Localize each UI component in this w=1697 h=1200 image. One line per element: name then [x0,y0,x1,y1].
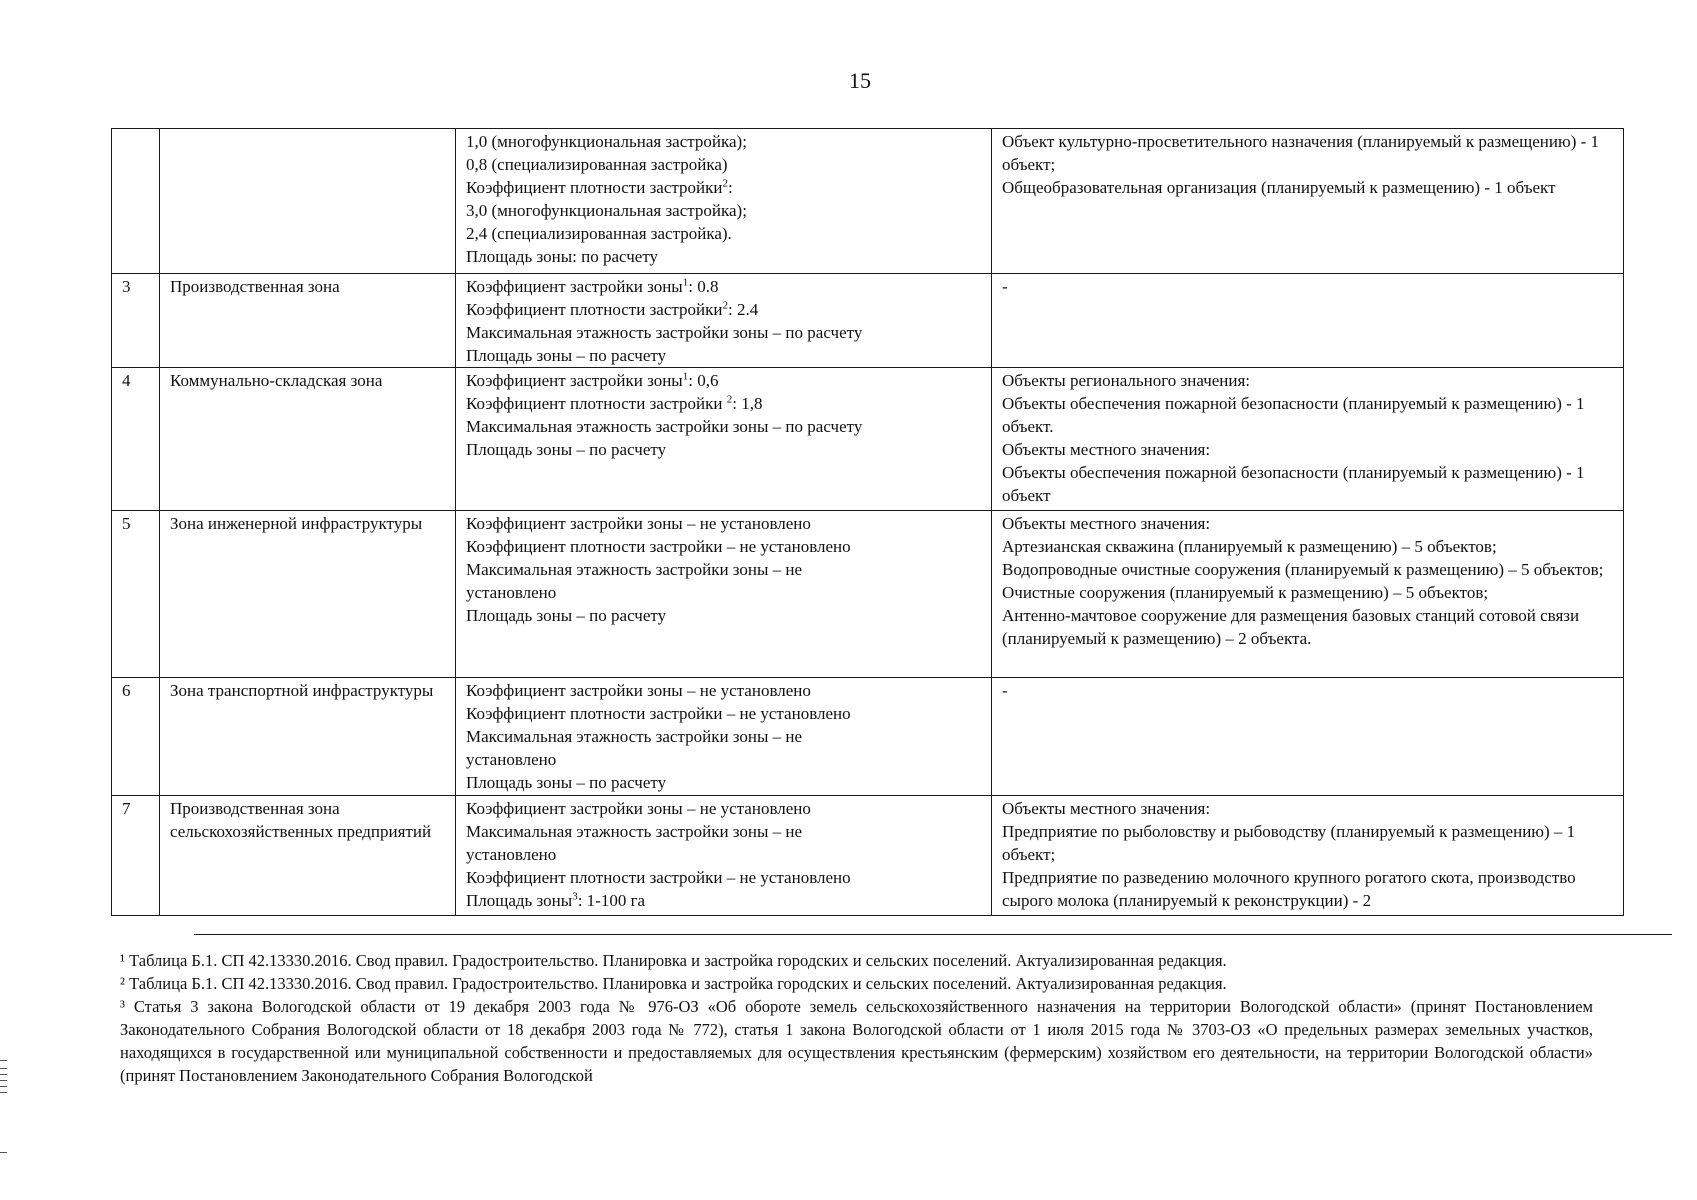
row-number-cell: 3 [112,274,160,368]
object-line: Объекты обеспечения пожарной безопасности (планируемый к размещению) - 1 объект [1002,463,1585,505]
parameter-line: Максимальная этажность застройки зоны – не установлено [466,822,803,864]
parameter-line: Коэффициент плотности застройки – не установлено [466,704,851,723]
object-line: Объекты регионального значения: [1002,371,1251,390]
zone-name-cell: Зона инженерной инфраструктуры [160,511,456,678]
parameter-line: Коэффициент застройки зоны – не установлено [466,799,811,818]
zone-name-cell: Производственная зона сельскохозяйственных предприятий [160,796,456,916]
object-line: Антенно-мачтовое сооружение для размещения базовых станций сотовой связи (планируемый к размещению) – 2 объекта. [1002,606,1580,648]
table-row [112,368,1624,511]
parameter-line: Максимальная этажность застройки зоны – по расчету [466,417,863,436]
objects-cell [992,796,1624,916]
row-number-cell: 5 [112,511,160,678]
object-line: Общеобразовательная организация (планируемый к размещению) - 1 объект [1002,178,1556,197]
parameter-line: Коэффициент плотности застройки$^2$: [466,177,733,197]
parameters-cell [456,129,992,274]
footnote-2: ² Таблица Б.1. СП 42.13330.2016. Свод правил. Градостроительство. Планировка и застройка городских и сельских поселений. Актуализированная редакция. [120,974,1227,993]
row-number-cell: 7 [112,796,160,916]
object-line: Очистные сооружения (планируемый к размещению) – 5 объектов; [1002,583,1489,602]
objects-cell [992,129,1624,274]
parameter-line: 0,8 (специализированная застройка) [466,155,728,174]
parameters-cell [456,511,992,678]
object-line: Предприятие по рыболовству и рыбоводству (планируемый к размещению) – 1 объект; [1002,822,1576,864]
parameters-cell [456,796,992,916]
objects-cell [992,368,1624,511]
object-line: Объект культурно-просветительного назначения (планируемый к размещению) - 1 объект; [1002,132,1600,174]
object-line: Объекты местного значения: [1002,514,1211,533]
object-line: Объекты местного значения: [1002,440,1211,459]
object-line: Объекты обеспечения пожарной безопасности (планируемый к размещению) - 1 объект. [1002,394,1585,436]
parameter-line: Коэффициент застройки зоны – не установлено [466,681,811,700]
objects-cell [992,511,1624,678]
parameters-cell [456,274,992,368]
parameters-cell [456,368,992,511]
parameter-line: Площадь зоны – по расчету [466,346,667,365]
zone-name-cell [160,129,456,274]
parameter-line: Площадь зоны – по расчету [466,773,667,792]
parameter-line: 1,0 (многофункциональная застройка); [466,132,747,151]
parameter-line: Максимальная этажность застройки зоны – по расчету [466,323,863,342]
page-number: 15 [849,68,871,93]
zone-name-cell: Зона транспортной инфраструктуры [160,678,456,796]
objects-cell [992,274,1624,368]
row-number-cell: 6 [112,678,160,796]
object-line: Водопроводные очистные сооружения (планируемый к размещению) – 5 объектов; [1002,560,1604,579]
parameter-line: Коэффициент плотности застройки – не установлено [466,868,851,887]
parameter-line: 2,4 (специализированная застройка). [466,224,732,243]
parameter-line: Максимальная этажность застройки зоны – не установлено [466,560,803,602]
table-row [112,129,1624,274]
parameter-line: Площадь зоны – по расчету [466,440,667,459]
zone-name-cell: Коммунально-складская зона [160,368,456,511]
row-number-cell: 4 [112,368,160,511]
parameter-line: 3,0 (многофункциональная застройка); [466,201,747,220]
footnotes [120,949,1593,1087]
object-line: - [1002,277,1008,296]
row-number-cell [112,129,160,274]
table-row [112,274,1624,368]
footnote-divider [194,934,1672,935]
objects-cell [992,678,1624,796]
table-row [112,796,1624,916]
parameter-line: Коэффициент плотности застройки $^2$: 1,8 [466,393,763,413]
object-line: Объекты местного значения: [1002,799,1211,818]
parameters-cell [456,678,992,796]
parameter-line: Коэффициент плотности застройки$^2$: 2.4 [466,299,759,319]
parameter-line: Коэффициент застройки зоны$^1$: 0.8 [466,276,719,296]
object-line: - [1002,681,1008,700]
parameter-line: Коэффициент застройки зоны$^1$: 0,6 [466,370,719,390]
parameter-line: Площадь зоны$^3$: 1-100 га [466,890,646,910]
parameter-line: Максимальная этажность застройки зоны – не установлено [466,727,803,769]
footnote-3: ³ Статья 3 закона Вологодской области от 19 декабря 2003 года № 976-ОЗ «Об обороте земель сельскохозяйственного назначения на территории Вологодской области» (принят Постановлением Законодательного Собрания Вологодской области от 18 декабря 2003 года № 772), статья 1 закона Вологодской области от 1 июля 2015 года № 3703-ОЗ «О предельных размерах земельных участков, находящихся в государственной или муниципальной собственности и предоставляемых для осуществления крестьянским (фермерским) хозяйством его деятельности, на территории Вологодской области» (принят Постановлением Законодательного Собрания Вологодской [120,997,1593,1085]
parameter-line: Площадь зоны: по расчету [466,247,659,266]
footnote-1: ¹ Таблица Б.1. СП 42.13330.2016. Свод правил. Градостроительство. Планировка и застройка городских и сельских поселений. Актуализированная редакция. [120,951,1227,970]
zone-name-cell: Производственная зона [160,274,456,368]
parameter-line: Коэффициент застройки зоны – не установлено [466,514,811,533]
zones-table [111,128,1624,916]
parameter-line: Площадь зоны – по расчету [466,606,667,625]
parameter-line: Коэффициент плотности застройки – не установлено [466,537,851,556]
table-row [112,511,1624,678]
object-line: Артезианская скважина (планируемый к размещению) – 5 объектов; [1002,537,1497,556]
table-row [112,678,1624,796]
margin-marks [0,1060,8,1160]
object-line: Предприятие по разведению молочного крупного рогатого скота, производство сырого молока (планируемый к реконструкции) - 2 [1002,868,1576,910]
